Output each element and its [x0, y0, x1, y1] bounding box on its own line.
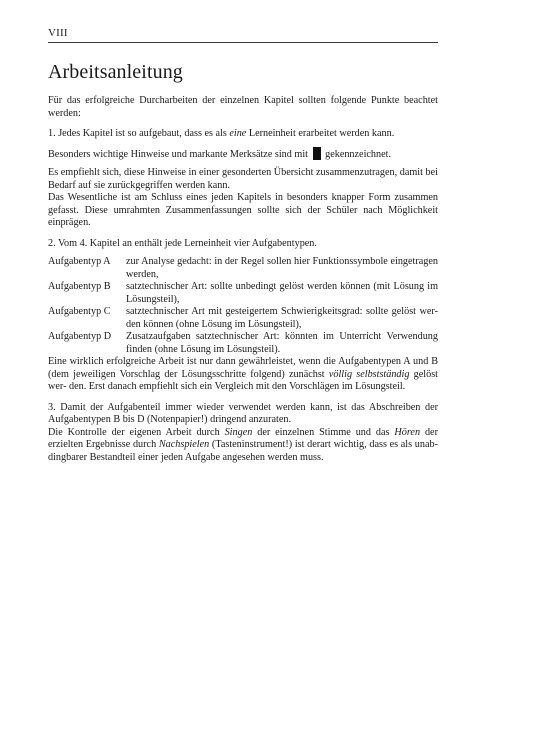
task-type-description: satztechnischer Art: sollte unbedingt gelöst werden können (mit Lösung im Lösungsteil), [126, 281, 438, 305]
essence-paragraph: Das Wesentliche ist am Schluss eines jeden Kapitels in besonders knapper Form zusammen gefasst. Diese umrahmten Zusammenfassungen sollte sich der Schüler nach Möglichkeit einprägen. [48, 192, 438, 228]
task-type-label: Aufgabentyp B [48, 281, 111, 292]
instructions-body [48, 95, 438, 464]
task-type-description: Zusatzaufgaben satztechnischer Art: könnten im Unterricht Verwendung finden (ohne Lösung im Lösungsteil). [126, 331, 438, 355]
success-paragraph [48, 356, 438, 394]
marker-paragraph [48, 147, 438, 162]
task-type-a [48, 256, 438, 281]
success-emphasis: völlig selbstständig [328, 368, 410, 380]
task-type-label: Aufgabentyp D [48, 331, 112, 342]
success-text: Eine wirklich erfolgreiche Arbeit ist nur dann gewährleistet, wenn die Aufgabentypen A und B (dem jeweiligen Vorschlag der Lösungsschritte folgend) zunächst [48, 356, 438, 380]
summary-paragraph: Es empfiehlt sich, diese Hinweise in einer gesonderten Übersicht zusammenzutragen, damit bei Bedarf auf sie zurückgegriffen werden kann. [48, 167, 438, 191]
point-2-paragraph: 2. Vom 4. Kapitel an enthält jede Lerneinheit vier Aufgabentypen. [48, 237, 317, 249]
control-text-4: (Tasteninstrument!) ist derart wichtig, dass es als unab- dingbarer Bestandteil einer jeden Aufgabe angesehen werden muss. [48, 439, 438, 463]
marker-text-end: gekennzeichnet. [325, 148, 392, 160]
intro-paragraph: Für das erfolgreiche Durcharbeiten der einzelnen Kapitel sollten folgende Punkte beachtet werden: [48, 95, 438, 119]
point-3-paragraph: 3. Damit der Aufgabenteil immer wieder verwendet werden kann, ist das Abschreiben der Aufgabentypen B bis D (Notenpapier!) dringend anzuraten. [48, 401, 438, 425]
task-type-label: Aufgabentyp A [48, 256, 111, 267]
control-text-3: der erzielten Ergebnisse durch [48, 426, 438, 450]
task-type-list [48, 256, 438, 356]
point-1-emphasis: eine [229, 128, 247, 139]
control-emphasis-singen: Singen [224, 426, 253, 438]
black-marker-icon [313, 147, 321, 160]
control-paragraph [48, 427, 438, 465]
task-type-description: satztechnischer Art mit gesteigertem Schwierigkeitsgrad: sollte gelöst wer- den können (ohne Lösung im Lösungsteil), [126, 306, 438, 330]
point-1-text-end: Lerneinheit erarbeitet werden kann. [246, 128, 395, 139]
point-1-text: 1. Jedes Kapitel ist so aufgebaut, dass es als [48, 128, 230, 139]
task-type-description: zur Analyse gedacht: in der Regel sollen hier Funktionssymbole eingetragen werden, [126, 256, 438, 280]
marker-text: Besonders wichtige Hinweise und markante Merksätze sind mit [48, 148, 309, 160]
control-emphasis-hoeren: Hören [394, 426, 421, 438]
task-type-d [48, 331, 438, 356]
task-type-c [48, 306, 438, 331]
header-rule [48, 42, 438, 43]
page-title: Arbeitsanleitung [48, 61, 183, 83]
success-text-end: gelöst wer- den. Erst danach empfiehlt sich ein Vergleich mit den Vorschlägen im Lösungsteil. [48, 368, 438, 392]
control-emphasis-nachspielen: Nachspielen [158, 439, 210, 450]
point-1-paragraph [48, 128, 438, 141]
task-type-label: Aufgabentyp C [48, 306, 111, 317]
page-number: VIII [48, 27, 68, 39]
control-text-1: Die Kontrolle der eigenen Arbeit durch [48, 426, 225, 438]
task-type-b [48, 281, 438, 306]
control-text-2: der einzelnen Stimme und das [252, 426, 395, 438]
